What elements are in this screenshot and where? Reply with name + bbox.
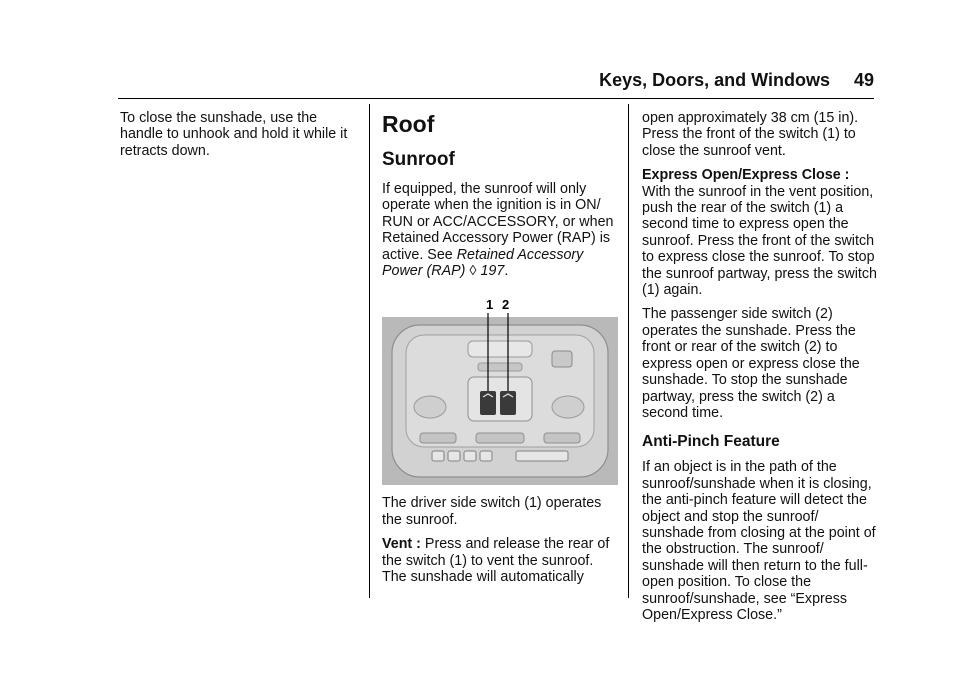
page-ref-icon: ◊	[469, 263, 477, 280]
callout-2-label: 2	[502, 297, 510, 313]
antipinch-paragraph: If an object is in the path of the sunroof/sunshade when it is closing, the anti-pinch feature will detect the object and stop the sunroof/ sunshade from closing at the point of the obstruction. The sunroof/ sunshade will then return to the full-open position. To close the sunroof/sunshade, see “Express Open/Express Close.”	[642, 459, 876, 623]
header-rule	[118, 98, 874, 99]
rap-page-ref[interactable]: 197	[480, 263, 505, 280]
vent-text: Press and release the rear of the switch (1) to vent the sunroof. The sunshade will automatically	[382, 536, 610, 586]
column-divider-left	[369, 104, 370, 598]
onstar-button-1[interactable]	[432, 451, 444, 461]
subsection-heading-sunroof: Sunroof	[382, 149, 455, 170]
column-1	[120, 110, 356, 167]
console-slot	[478, 363, 522, 371]
console-display-strip	[516, 451, 568, 461]
column-3	[642, 110, 878, 631]
driver-switch-paragraph: The driver side switch (1) operates the sunroof.	[382, 495, 602, 528]
center-light-button[interactable]	[476, 433, 524, 443]
section-title: Keys, Doors, and Windows	[599, 70, 830, 90]
rap-cross-reference-link[interactable]: Retained Accessory Power (RAP)	[382, 246, 584, 280]
intro-end: .	[504, 263, 509, 280]
vent-continued-paragraph: open approximately 38 cm (15 in). Press the front of the switch (1) to close the sunroof vent.	[642, 110, 859, 159]
right-reading-light[interactable]	[552, 396, 584, 418]
sunroof-intro-paragraph	[382, 181, 618, 279]
onstar-button-4[interactable]	[480, 451, 492, 461]
running-header	[599, 70, 874, 91]
vent-paragraph	[382, 536, 618, 585]
express-label: Express Open/Express Close :	[642, 167, 850, 184]
passenger-switch-paragraph: The passenger side switch (2) operates the sunshade. Press the front or rear of the switch (2) to express open or express close the sunshade. To stop the sunshade partway, press the switch (2) a second time.	[642, 306, 860, 421]
vent-label: Vent :	[382, 536, 421, 553]
overhead-console-illustration	[382, 291, 618, 485]
express-paragraph	[642, 167, 878, 298]
antipinch-heading: Anti-Pinch Feature	[642, 433, 780, 451]
column-divider-right	[628, 104, 629, 598]
sensor-lens	[552, 351, 572, 367]
onstar-button-3[interactable]	[464, 451, 476, 461]
left-light-button[interactable]	[420, 433, 456, 443]
callout-1-label: 1	[486, 297, 494, 313]
section-heading-roof: Roof	[382, 111, 435, 137]
right-light-button[interactable]	[544, 433, 580, 443]
sunshade-close-paragraph: To close the sunshade, use the handle to unhook and hold it while it retracts down.	[120, 110, 348, 159]
left-reading-light[interactable]	[414, 396, 446, 418]
column-2	[382, 110, 618, 593]
intro-text: If equipped, the sunroof will only operate when the ignition is in ON/ RUN or ACC/ACCESSORY, or when Retained Accessory Power (RAP) is active. See	[382, 181, 614, 263]
page-number: 49	[853, 70, 874, 90]
map-light-lens	[468, 341, 532, 357]
express-text: With the sunroof in the vent position, push the rear of the switch (1) a second time to express open the sunroof. Press the front of the switch to express close the sunroof. To stop the sunroof partway, press the switch (1) again.	[642, 183, 877, 299]
onstar-button-2[interactable]	[448, 451, 460, 461]
